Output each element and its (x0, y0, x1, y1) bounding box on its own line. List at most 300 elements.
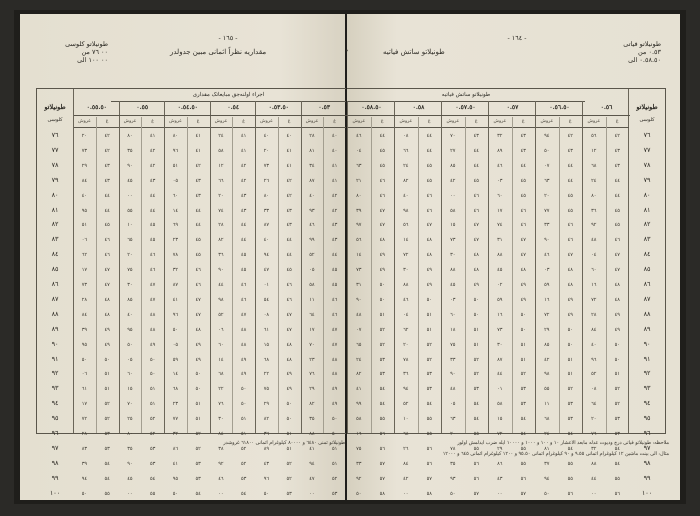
table-cell: ٥١ (104, 386, 110, 393)
table-cell: ٥٢ (104, 401, 110, 408)
table-cell: ١٧ (497, 207, 503, 214)
table-cell: ٧٧ (544, 207, 550, 214)
table-cell: ٤٦ (195, 282, 201, 288)
table-cell: ٣٦ (403, 371, 409, 378)
table-cell: ٥٢ (614, 386, 620, 393)
table-cell: ٤١ (172, 296, 179, 303)
table-cell: ١٦ (497, 311, 503, 318)
table-cell: ٩٧ (356, 222, 362, 229)
table-cell: ٨٦ (172, 445, 179, 452)
table-cell: ٥١ (426, 311, 432, 318)
table-cell: ٨٧ (172, 282, 179, 288)
table-cell: ٥٥ (614, 475, 620, 482)
left-page (20, 14, 345, 500)
table-cell: ٥٢ (195, 431, 201, 437)
table-cell: ٤٦ (379, 192, 385, 199)
table-cell: ٧٨ (450, 445, 456, 452)
table-cell: ٤٤ (426, 133, 432, 139)
table-cell: ٨٢ (356, 371, 362, 378)
row-tonnage-label: ٩٤ (51, 400, 59, 408)
table-cell: ٦٨ (544, 416, 550, 423)
left-corner-line: ٠٠ ٧٦ من (81, 48, 108, 56)
table-cell: ٦٥ (127, 237, 133, 244)
table-cell: ٤٦ (218, 475, 224, 482)
table-cell: ٤٦ (614, 237, 620, 244)
table-cell: ٤٢ (614, 133, 620, 139)
table-cell: ٤٦ (195, 267, 201, 274)
table-cell: ٥٦ (614, 490, 620, 497)
table-cell: ٥٦ (591, 133, 597, 139)
table-cell: ٤٨ (356, 311, 362, 318)
row-tonnage-label: ٧٨ (643, 161, 651, 169)
table-cell: ٤٥ (195, 237, 201, 244)
table-cell: ٥٢ (331, 475, 338, 482)
table-cell: ٤٨ (286, 341, 292, 348)
table-cell: ٥٤ (379, 401, 385, 408)
book-spread (14, 10, 686, 504)
table-cell: ٤٨ (104, 296, 110, 303)
table-cell: ٥٠ (286, 401, 292, 408)
table-cell: ٤٧ (426, 222, 432, 229)
table-cell: ٤٧ (331, 326, 338, 333)
table-cell: ٤٥ (426, 162, 432, 169)
left-footer (45, 438, 345, 449)
table-cell: ٥٠ (127, 341, 133, 348)
table-cell: ٥٢ (379, 341, 385, 348)
table-cell: ٤١ (331, 162, 338, 169)
table-cell: ٥١ (331, 445, 338, 452)
row-tonnage-label: ١٠٠ (641, 489, 653, 497)
table-cell: ٥٠ (544, 147, 550, 154)
table-cell: ٥١ (81, 222, 88, 229)
right-group-header: طونیلاتو ساتش فیاتیه (347, 89, 585, 102)
table-cell: ٥٤ (240, 490, 247, 497)
table-cell: ٩٠ (544, 237, 550, 244)
table-cell: ٢٠ (263, 147, 270, 154)
table-cell: ٩٨ (218, 296, 224, 303)
table-cell: ٥٧ (379, 475, 385, 482)
table-cell: ٤٢ (286, 192, 292, 199)
table-cell: ٤٨ (104, 311, 110, 318)
column-divider (301, 101, 302, 433)
table-cell: ٤٩ (614, 311, 620, 318)
table-cell: ٦٤ (309, 311, 315, 318)
table-cell: ٨٨ (497, 252, 503, 259)
left-page-number: - ١٦٥ - (218, 34, 238, 42)
right-corner-line: ٠.٥٨.٥٠ الی (628, 56, 661, 64)
table-cell: ٢٣ (172, 401, 179, 408)
table-cell: ٠٧ (356, 326, 362, 333)
table-cell: ٤٥ (520, 192, 526, 199)
price-column-header: ٠.٥٤.٥٠ (164, 101, 211, 116)
table-cell: ٩٥ (127, 326, 133, 333)
table-cell: ٧٣ (450, 237, 456, 244)
table-cell: ٤٤ (614, 192, 620, 199)
table-cell: ٥٥ (127, 207, 133, 214)
table-cell: ٣٥ (127, 147, 133, 154)
table-cell: ٥١ (240, 431, 247, 437)
table-cell: ٥٣ (426, 371, 432, 378)
table-cell: ٥٠ (426, 296, 432, 303)
table-cell: ٤٧ (614, 252, 620, 259)
table-cell: ٣٢ (172, 267, 179, 274)
table-cell: ٤٦ (403, 296, 409, 303)
table-cell: ٤٦ (426, 207, 432, 214)
table-cell: ٣٨ (218, 445, 224, 452)
table-cell: ٤٦ (104, 252, 110, 259)
price-column-header: ٠.٥٤ (210, 101, 257, 116)
table-cell: ٥١ (172, 162, 179, 169)
table-cell: ٠٥ (309, 267, 315, 274)
column-divider (73, 101, 74, 433)
table-cell: ٤٠ (309, 192, 315, 199)
table-cell: ٤٦ (544, 252, 550, 259)
table-cell: ٤٨ (614, 282, 620, 288)
table-cell: ٤٢ (104, 133, 110, 139)
price-subcolumn-header: غروش (394, 117, 418, 128)
table-cell: ٤٨ (450, 386, 456, 393)
table-cell: ٤٢ (195, 162, 201, 169)
right-corner-line: طونیلاتو فیاتی (623, 40, 661, 48)
table-cell: ١٤ (172, 371, 179, 378)
table-cell: ٦٣ (544, 177, 550, 184)
table-cell: ٨٢ (263, 416, 270, 423)
table-cell: ٤٧ (104, 282, 110, 288)
table-cell: ٤١ (195, 133, 201, 139)
table-cell: ٢٩ (81, 162, 88, 169)
table-cell: ٥٩ (544, 282, 550, 288)
table-cell: ٤٦ (567, 237, 573, 244)
table-cell: ٤١ (172, 460, 179, 467)
table-cell: ٥٤ (567, 431, 573, 437)
table-cell: ٥٢ (240, 460, 247, 467)
table-cell: ٤٠ (286, 133, 292, 139)
table-cell: ٣٤ (309, 162, 315, 169)
table-cell: ٠٣ (497, 177, 503, 184)
table-cell: ٤٢ (286, 177, 292, 184)
table-cell: ٧٣ (356, 267, 362, 274)
table-cell: ٦٢ (403, 326, 409, 333)
table-cell: ٥٠ (172, 326, 179, 333)
table-cell: ٤٥ (240, 267, 247, 274)
table-cell: ٨٥ (450, 162, 456, 169)
table-cell: ٤٨ (520, 267, 526, 274)
table-cell: ٥٨ (379, 490, 385, 497)
table-cell: ٣٢ (497, 133, 503, 139)
table-cell: ٤٨ (426, 252, 432, 259)
price-subcolumn-header: غ (559, 117, 583, 128)
table-cell: ٤٤ (614, 177, 620, 184)
table-cell: ١٧ (81, 267, 88, 274)
table-cell: ٣٠ (450, 252, 456, 259)
table-cell: ٤٨ (240, 341, 247, 348)
table-cell: ٥١ (149, 401, 156, 408)
table-cell: ٤٤ (567, 177, 573, 184)
table-cell: ٤٥ (520, 177, 526, 184)
price-subcolumn-header: غ (96, 117, 119, 128)
table-cell: ٦٨ (403, 431, 409, 437)
table-cell: ٥٢ (473, 356, 479, 363)
table-cell: ٤٨ (286, 356, 292, 363)
table-cell: ١٠ (127, 222, 133, 229)
table-cell: ٤٦ (473, 192, 479, 199)
table-cell: ٤١ (240, 147, 247, 154)
table-cell: ٤٧ (240, 311, 247, 318)
table-cell: ٠٠ (591, 490, 597, 497)
table-cell: ٥٧ (379, 460, 385, 467)
row-tonnage-label: ٩٠ (51, 340, 59, 348)
table-cell: ١٤ (172, 207, 179, 214)
table-cell: ٢٤ (356, 356, 362, 363)
price-column-header: ٠.٥٧ (488, 101, 536, 116)
left-k-sub: کلوسی (47, 117, 63, 123)
table-cell: ٩٢ (591, 222, 597, 229)
table-cell: ٣٣ (450, 356, 456, 363)
table-cell: ٥٠ (473, 296, 479, 303)
table-cell: ٤٥ (286, 267, 292, 274)
table-cell: ٦٨ (591, 162, 597, 169)
table-cell: ٨٠ (127, 431, 133, 437)
table-cell: ٩٤ (544, 475, 550, 482)
table-cell: ٢٠ (591, 416, 597, 423)
table-cell: ٥٠ (149, 371, 156, 378)
table-cell: ١٤ (218, 356, 224, 363)
table-cell: ٦٢ (81, 252, 88, 259)
table-cell: ٤٥ (379, 147, 385, 154)
table-cell: ٩٦ (172, 311, 179, 318)
column-divider (488, 101, 489, 433)
table-cell: ١١ (309, 296, 315, 303)
table-cell: ٤٣ (567, 147, 573, 154)
row-tonnage-label: ٩٣ (643, 385, 651, 393)
right-corner-line: ٠.٥٣ من (637, 48, 661, 56)
table-cell: ٥١ (379, 311, 385, 318)
table-cell: ٤٣ (104, 177, 110, 184)
table-cell: ٤٤ (497, 371, 503, 378)
table-cell: ٤٦ (426, 192, 432, 199)
table-cell: ٥٤ (614, 460, 620, 467)
table-cell: ٧٣ (81, 147, 88, 154)
row-tonnage-label: ٨٨ (643, 310, 651, 318)
price-subcolumn-header: غ (187, 117, 210, 128)
table-cell: ٥٠ (195, 371, 201, 378)
row-tonnage-label: ١٠٠ (49, 489, 61, 497)
table-cell: ٤٧ (473, 222, 479, 229)
table-cell: ١٥ (127, 386, 133, 393)
table-cell: ٥٤ (520, 431, 526, 437)
table-cell: ٥٠ (520, 311, 526, 318)
table-cell: ٥١ (567, 371, 573, 378)
table-cell: ٩٢ (356, 475, 362, 482)
table-cell: ٧٢ (81, 416, 88, 423)
table-cell: ٤٥ (149, 222, 156, 229)
row-tonnage-label: ٩٩ (643, 474, 651, 482)
table-cell: ٤٩ (286, 386, 292, 393)
table-cell: ٥٠ (195, 386, 201, 393)
table-cell: ٤٦ (286, 296, 292, 303)
price-subcolumn-header: غ (512, 117, 536, 128)
subcolumn-divider (278, 117, 279, 433)
table-cell: ٤٦ (240, 296, 247, 303)
table-cell: ٢٤ (591, 177, 597, 184)
table-cell: ٠٥ (450, 401, 456, 408)
table-cell: ٥٣ (286, 490, 292, 497)
table-cell: ٤٨ (473, 267, 479, 274)
row-tonnage-label: ٨٧ (643, 295, 651, 303)
table-cell: ٧٥ (450, 341, 456, 348)
price-subcolumn-header: غ (141, 117, 164, 128)
table-cell: ٥٦ (473, 460, 479, 467)
row-tonnage-label: ٩٨ (51, 459, 59, 467)
table-cell: ٥٦ (379, 431, 385, 437)
price-subcolumn-header: غروش (210, 117, 233, 128)
table-cell: ٤١ (309, 445, 315, 452)
table-row (37, 472, 346, 487)
row-tonnage-label: ٩١ (643, 355, 651, 363)
table-cell: ٨٨ (591, 460, 597, 467)
table-cell: ٥٥ (473, 431, 479, 437)
table-cell: ٢٨ (309, 133, 315, 139)
table-cell: ٥٢ (218, 311, 224, 318)
table-cell: ٤٢ (240, 162, 247, 169)
table-cell: ٣٩ (81, 326, 88, 333)
table-row (37, 487, 346, 502)
table-cell: ٨٨ (403, 282, 409, 288)
table-cell: ٩٩ (356, 401, 362, 408)
table-cell: ٤١ (286, 147, 292, 154)
table-cell: ٥١ (520, 356, 526, 363)
table-cell: ٤٣ (614, 162, 620, 169)
table-cell: ٥٥ (520, 460, 526, 467)
table-cell: ٤٧ (520, 237, 526, 244)
table-cell: ٦٥ (356, 341, 362, 348)
table-cell: ٥١ (195, 401, 201, 408)
table-cell: ٥١ (614, 371, 620, 378)
table-cell: ٤٤ (149, 192, 156, 199)
subcolumn-divider (559, 117, 560, 433)
table-cell: ٥١ (286, 431, 292, 437)
table-cell: ٥٣ (567, 401, 573, 408)
table-cell: ٥٣ (379, 356, 385, 363)
price-column-header: ٠.٥٥.٥٠ (73, 101, 120, 116)
table-cell: ٢٨ (591, 311, 597, 318)
left-group-header: اجراء اولنه‌جق مبایعاتک مقداری (111, 89, 346, 102)
table-cell: ٤٤ (104, 207, 110, 214)
table-cell: ٤٦ (356, 133, 362, 139)
table-cell: ٠٠ (450, 192, 456, 199)
table-cell: ٥٠ (286, 416, 292, 423)
table-cell: ٧٧ (172, 416, 179, 423)
table-cell: ٠٣ (450, 296, 456, 303)
table-cell: ٩٨ (403, 207, 409, 214)
table-cell: ٤١ (240, 133, 247, 139)
table-cell: ٤٧ (149, 282, 156, 288)
table-cell: ٥١ (286, 445, 292, 452)
table-cell: ٣٣ (544, 222, 550, 229)
table-cell: ٥٦ (403, 222, 409, 229)
left-corner-heading (48, 40, 108, 64)
table-cell: ٤٧ (149, 296, 156, 303)
price-column-header: ٠.٥٣.٥٠ (255, 101, 302, 116)
table-cell: ٩٤ (403, 386, 409, 393)
table-cell: ٤٥ (331, 267, 338, 274)
table-cell: ٧٢ (497, 431, 503, 437)
table-cell: ٦٨ (218, 371, 224, 378)
table-cell: ١٤ (356, 252, 362, 259)
table-cell: ٤٥ (450, 282, 456, 288)
table-cell: ٥٤ (567, 445, 573, 452)
row-tonnage-label: ٨٥ (643, 266, 651, 274)
table-cell: ٨٠ (263, 192, 270, 199)
table-cell: ٥٦ (379, 445, 385, 452)
table-cell: ٧٢ (544, 311, 550, 318)
price-subcolumn-header: غروش (582, 117, 606, 128)
table-cell: ٥٣ (195, 475, 201, 482)
table-cell: ٤٤ (195, 207, 201, 214)
table-cell: ٥٤ (379, 386, 385, 393)
table-cell: ٤٧ (567, 252, 573, 259)
table-cell: ٧٣ (497, 326, 503, 333)
table-cell: ٤١ (149, 133, 156, 139)
table-cell: ٣٥ (450, 460, 456, 467)
price-subcolumn-header: غ (418, 117, 442, 128)
table-cell: ٤٩ (567, 311, 573, 318)
subcolumn-divider (96, 117, 97, 433)
table-cell: ٠٤ (403, 311, 409, 318)
table-cell: ٤٦ (309, 222, 315, 229)
table-cell: ٩٠ (218, 267, 224, 274)
table-cell: ٠٦ (81, 237, 88, 244)
row-tonnage-label: ٨٠ (51, 191, 59, 199)
table-cell: ٤٤ (379, 133, 385, 139)
table-cell: ٥٢ (149, 431, 156, 437)
table-cell: ٥٢ (104, 416, 110, 423)
table-cell: ٤٢ (104, 147, 110, 154)
table-cell: ٥٥ (426, 416, 432, 423)
table-cell: ١٢ (591, 147, 597, 154)
table-cell: ٤٧ (379, 207, 385, 214)
table-cell: ٤٧ (195, 311, 201, 318)
table-cell: ٤٧ (614, 267, 620, 274)
table-cell: ٨٥ (544, 341, 550, 348)
table-cell: ٩٣ (309, 207, 315, 214)
table-cell: ٦٠ (497, 192, 503, 199)
left-corner-line: طونیلاتو کلوسی (65, 40, 108, 48)
table-cell: ٤٧ (263, 267, 270, 274)
table-cell: ٠٤ (591, 252, 597, 259)
table-cell: ٤٦ (520, 207, 526, 214)
table-cell: ٢٠ (127, 252, 133, 259)
table-cell: ٢٥ (127, 416, 133, 423)
row-tonnage-label: ٩٢ (643, 370, 651, 378)
table-cell: ٤٣ (240, 192, 247, 199)
table-cell: ٠٦ (81, 371, 88, 378)
table-cell: ٠٤ (356, 147, 362, 154)
table-cell: ٧٠ (450, 133, 456, 139)
table-cell: ٣٠ (403, 267, 409, 274)
table-cell: ٤٥ (473, 177, 479, 184)
table-cell: ٤٥ (567, 192, 573, 199)
table-cell: ٥٢ (591, 371, 597, 378)
table-cell: ٤٩ (195, 356, 201, 363)
table-cell: ٨٤ (81, 311, 88, 318)
row-tonnage-label: ٧٦ (643, 132, 651, 139)
table-cell: ٥٣ (473, 386, 479, 393)
table-cell: ٥٠ (240, 401, 247, 408)
table-cell: ٣٣ (356, 460, 362, 467)
table-cell: ٤٦ (286, 282, 292, 288)
table-cell: ٢٩ (497, 445, 503, 452)
